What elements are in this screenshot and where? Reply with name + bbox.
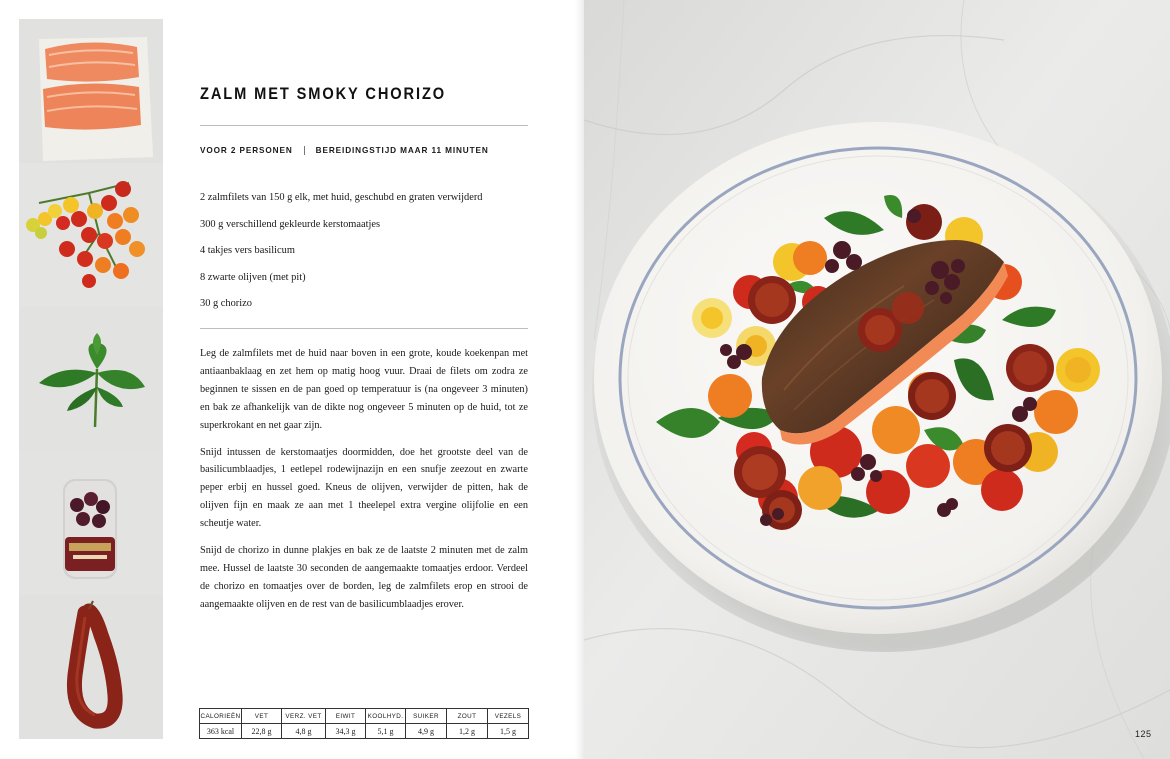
- nutrition-header-row: [200, 709, 529, 724]
- nutrition-header: CALORIEËN: [200, 709, 242, 724]
- nutrition-header: VET: [242, 709, 282, 724]
- page-number: 125: [1135, 729, 1152, 739]
- chorizo-sausage-photo: [19, 595, 163, 739]
- dish-photo: [584, 0, 1170, 759]
- ingredient-item: 300 g verschillend gekleurde kerstomaatjes: [200, 218, 381, 230]
- nutrition-value: 34,3 g: [326, 724, 366, 739]
- nutrition-header: SUIKER: [406, 709, 447, 724]
- nutrition-value: 22,8 g: [242, 724, 282, 739]
- method-step: Snijd de chorizo in dunne plakjes en bak ze de laatste 2 minuten met de zalm mee. Hussel de laatste 30 seconden de aangemaakte tomaatjes erdoor. Verdeel de chorizo en tomaatjes over de borden, leg de zalmfilets erop en strooi de aangemaakte olijven en de rest van de basilicumblaadjes erover.: [200, 545, 528, 610]
- method-text: [200, 345, 528, 623]
- title-divider: [200, 125, 528, 126]
- cherry-tomatoes-photo: [19, 163, 163, 307]
- ingredient-item: 8 zwarte olijven (met pit): [200, 271, 306, 283]
- ingredient-list: [200, 191, 530, 324]
- olive-jar-photo: [19, 451, 163, 595]
- recipe-meta: [200, 146, 489, 155]
- method-step: Leg de zalmfilets met de huid naar boven in een grote, koude koekenpan met antiaanbaklaag en zet hem op matig hoog vuur. Draai de filets om zodra ze beginnen te sissen en de pan goed op temperatuur is (na ongeveer 3 minuten) en bak ze afhankelijk van de dikte nog ongeveer 5 minuten op de huid, tot ze superkrokant en net gaar zijn.: [200, 348, 528, 431]
- ingredient-photo-strip: [19, 19, 163, 738]
- left-page: [0, 0, 583, 759]
- nutrition-header: ZOUT: [447, 709, 488, 724]
- recipe-title: ZALM MET SMOKY CHORIZO: [200, 84, 447, 103]
- meta-separator: [304, 146, 305, 155]
- nutrition-value: 5,1 g: [366, 724, 406, 739]
- nutrition-header: EIWIT: [326, 709, 366, 724]
- nutrition-value-row: [200, 724, 529, 739]
- nutrition-value: 1,5 g: [488, 724, 529, 739]
- nutrition-header: VERZ. VET: [282, 709, 326, 724]
- nutrition-header: KOOLHYD.: [366, 709, 406, 724]
- prep-time-label: BEREIDINGSTIJD MAAR 11 MINUTEN: [315, 146, 489, 155]
- method-step: Snijd intussen de kerstomaatjes doormidden, doe het grootste deel van de basilicumblaadjes, 1 eetlepel rodewijnazijn en een snufje zeezout en zwarte peper erbij en hussel goed. Kneus de olijven, verwijder de pitten, hak de olijven fijn en maak ze aan met 1 theelepel extra vergine olijfolie en een scheutje water.: [200, 446, 528, 530]
- nutrition-table: [199, 708, 529, 739]
- ingredients-divider: [200, 328, 528, 329]
- ingredient-item: 4 takjes vers basilicum: [200, 245, 295, 256]
- nutrition-value: 363 kcal: [200, 724, 242, 739]
- basil-sprig-photo: [19, 307, 163, 451]
- nutrition-value: 4,8 g: [282, 724, 326, 739]
- nutrition-value: 1,2 g: [447, 724, 488, 739]
- nutrition-header: VEZELS: [488, 709, 529, 724]
- ingredient-item: 2 zalmfilets van 150 g elk, met huid, geschubd en graten verwijderd: [200, 192, 483, 203]
- servings-label: VOOR 2 PERSONEN: [200, 146, 293, 155]
- salmon-fillets-photo: [19, 19, 163, 163]
- dish-photo-illustration: [584, 0, 1170, 759]
- nutrition-value: 4,9 g: [406, 724, 447, 739]
- ingredient-item: 30 g chorizo: [200, 298, 252, 309]
